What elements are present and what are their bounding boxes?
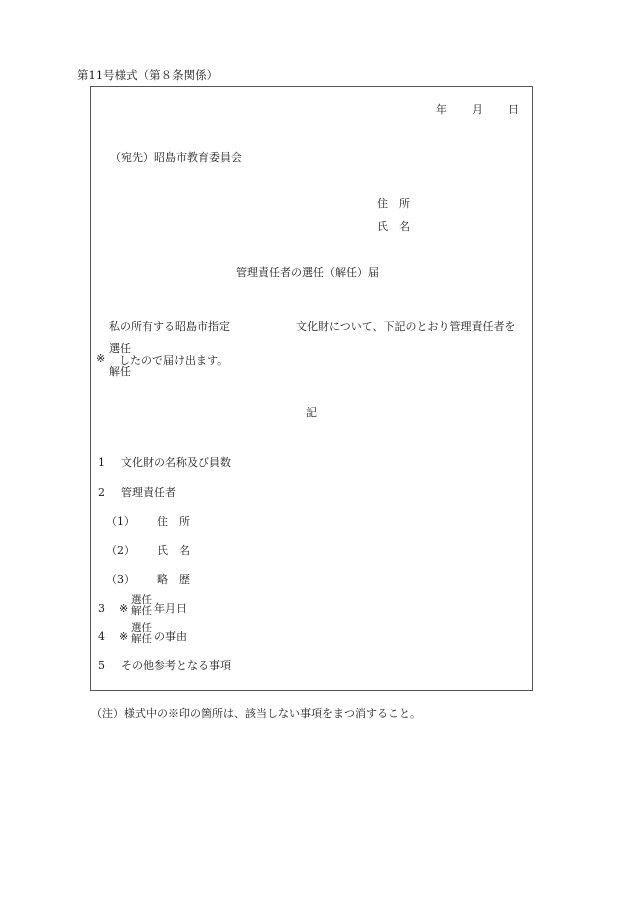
subitem-1-number: （1）: [106, 515, 135, 528]
item-4-option-appoint: 選任: [131, 622, 152, 634]
item-4-tail: の事由: [154, 630, 187, 643]
body-line2-tail: したので届け出ます。: [119, 354, 229, 367]
date-month-label: 月: [472, 103, 483, 116]
body-option-appoint: 選任: [109, 342, 131, 355]
body-line1-left: 私の所有する昭島市指定: [109, 320, 230, 333]
subitem-3-label: 略 歴: [157, 573, 190, 586]
item-5-number: 5: [98, 659, 105, 672]
body-option-dismiss: 解任: [109, 365, 131, 378]
subitem-3-number: （3）: [106, 573, 135, 586]
date-year-label: 年: [436, 103, 447, 116]
addressee: （宛先）昭島市教育委員会: [110, 151, 242, 164]
item-4-mark: ※: [119, 630, 129, 643]
item-2-number: 2: [98, 486, 105, 499]
body-mark: ※: [96, 352, 106, 365]
item-3-option-appoint: 選任: [131, 594, 152, 606]
ki-label: 記: [306, 406, 317, 419]
item-5-label: その他参考となる事項: [121, 659, 231, 672]
subitem-2-label: 氏 名: [157, 544, 190, 557]
item-3-number: 3: [98, 602, 105, 615]
subitem-2-number: （2）: [106, 544, 135, 557]
item-2-label: 管理責任者: [121, 486, 176, 499]
document-title: 管理責任者の選任（解任）届: [236, 266, 379, 279]
item-1-number: 1: [98, 456, 105, 469]
footnote: （注）様式中の※印の箇所は、該当しない事項をまつ消すること。: [91, 707, 421, 720]
item-3-tail: 年月日: [154, 602, 187, 615]
item-3-mark: ※: [119, 602, 129, 615]
form-number: 第11号様式（第８条関係）: [77, 68, 219, 82]
date-day-label: 日: [508, 103, 519, 116]
form-box: [90, 86, 533, 691]
item-1-label: 文化財の名称及び員数: [121, 456, 231, 469]
item-4-number: 4: [98, 630, 105, 643]
subitem-1-label: 住 所: [157, 515, 190, 528]
item-3-option-dismiss: 解任: [131, 605, 152, 617]
item-4-option-dismiss: 解任: [131, 633, 152, 645]
address-label: 住 所: [377, 197, 410, 210]
body-line1-right: 文化財について、下記のとおり管理責任者を: [296, 320, 516, 333]
name-label: 氏 名: [377, 220, 410, 233]
